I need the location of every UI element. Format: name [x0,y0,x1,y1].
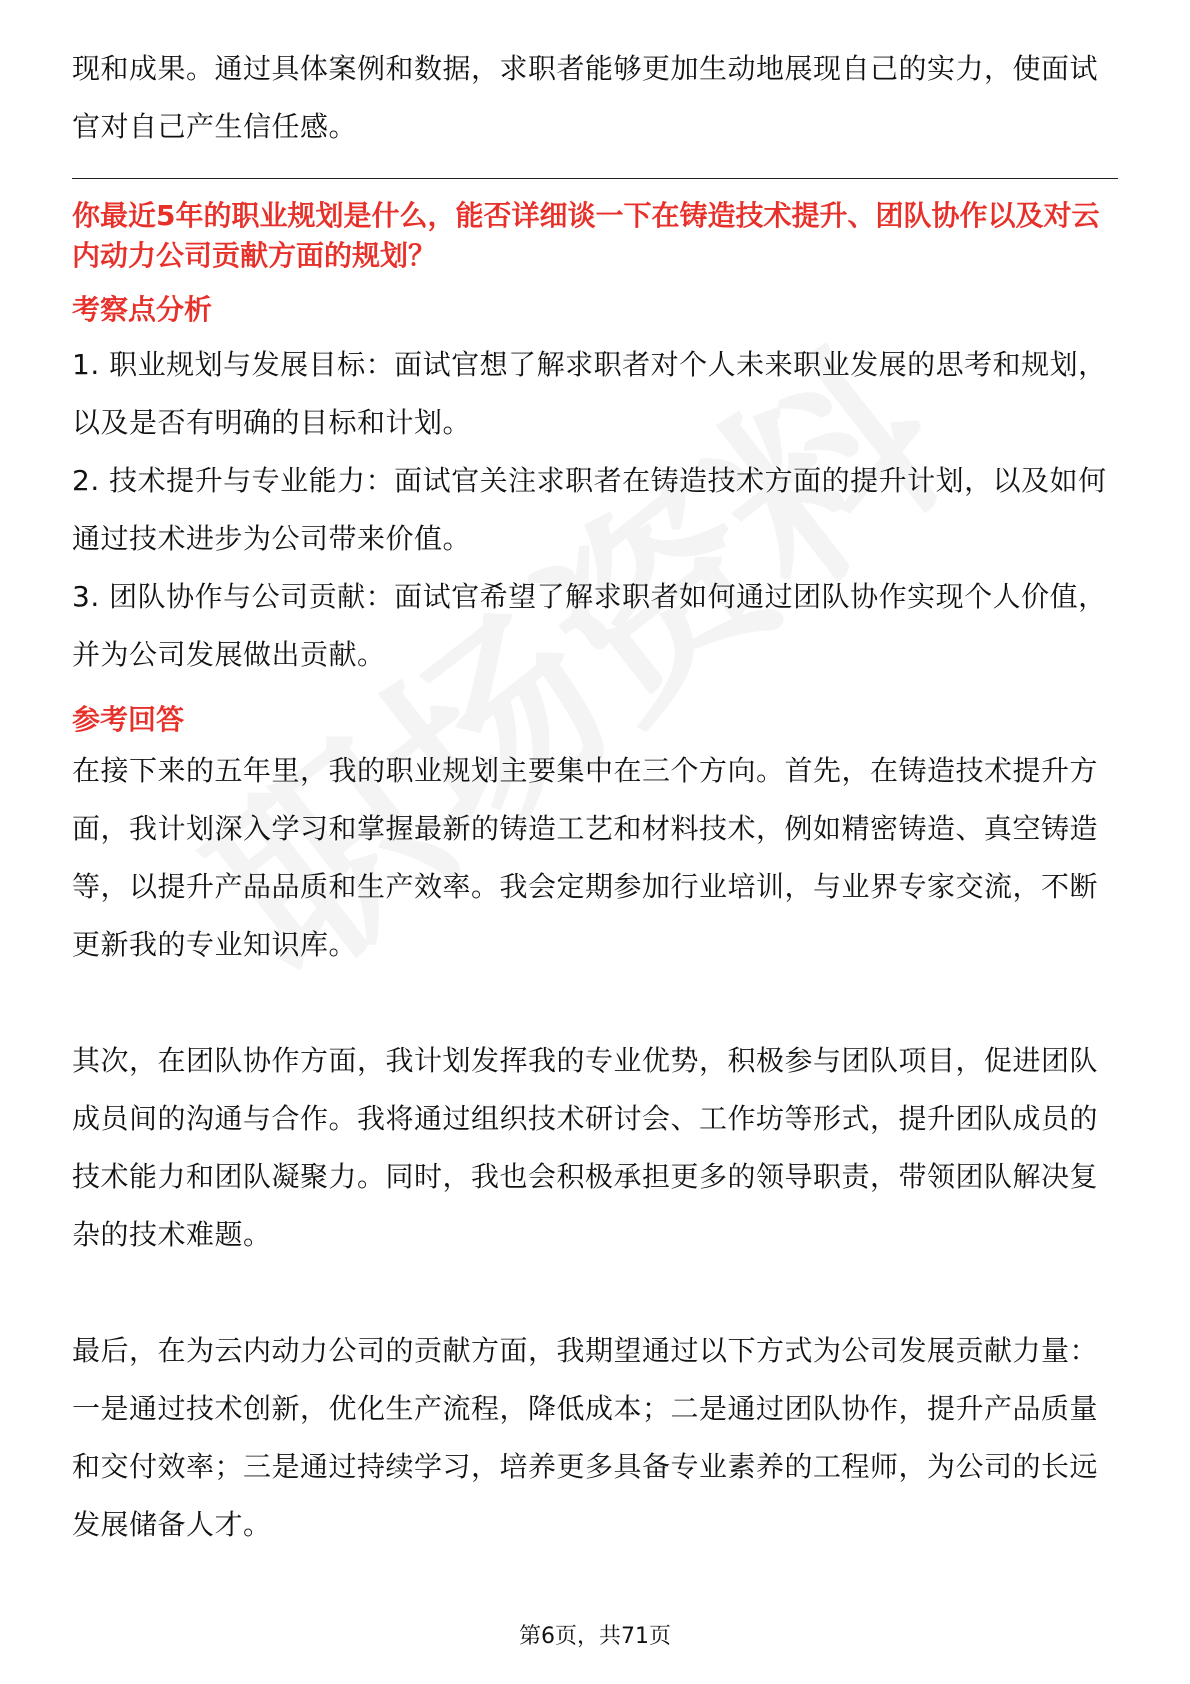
answer-paragraph-2: 其次，在团队协作方面，我计划发挥我的专业优势，积极参与团队项目，促进团队成员间的沟通与合作。我将通过组织技术研讨会、工作坊等形式，提升团队成员的技术能力和团队凝聚力。同时，我也会积极承担更多的领导职责，带领团队解决复杂的技术难题。 [72,1044,1099,1251]
analysis-point-2: 2. 技术提升与专业能力：面试官关注求职者在铸造技术方面的提升计划，以及如何通过技术进步为公司带来价值。 [72,464,1107,555]
answer-paragraph-1: 在接下来的五年里，我的职业规划主要集中在三个方向。首先，在铸造技术提升方面，我计划深入学习和掌握最新的铸造工艺和材料技术，例如精密铸造、真空铸造等，以提升产品品质和生产效率。我会定期参加行业培训，与业界专家交流，不断更新我的专业知识库。 [72,754,1099,961]
answer-heading: 参考回答 [72,703,185,736]
analysis-heading: 考察点分析 [72,293,213,326]
page-number: 第6页，共71页 [519,1624,671,1649]
analysis-point-3: 3. 团队协作与公司贡献：面试官希望了解求职者如何通过团队协作实现个人价值，并为公司发展做出贡献。 [72,580,1107,671]
question-title: 你最近5年的职业规划是什么，能否详细谈一下在铸造技术提升、团队协作以及对云内动力公司贡献方面的规划？ [72,199,1100,272]
intro-paragraph: 现和成果。通过具体案例和数据，求职者能够更加生动地展现自己的实力，使面试官对自己产生信任感。 [72,52,1099,143]
answer-paragraph-3: 最后，在为云内动力公司的贡献方面，我期望通过以下方式为公司发展贡献力量：一是通过技术创新，优化生产流程，降低成本；二是通过团队协作，提升产品质量和交付效率；三是通过持续学习，培养更多具备专业素养的工程师，为公司的长远发展储备人才。 [72,1334,1099,1541]
analysis-points [72,336,1118,684]
answer-body [72,742,1118,1612]
analysis-point-1: 1. 职业规划与发展目标：面试官想了解求职者对个人未来职业发展的思考和规划，以及是否有明确的目标和计划。 [72,348,1107,439]
document-page [72,0,1118,1684]
section-divider [72,178,1118,179]
